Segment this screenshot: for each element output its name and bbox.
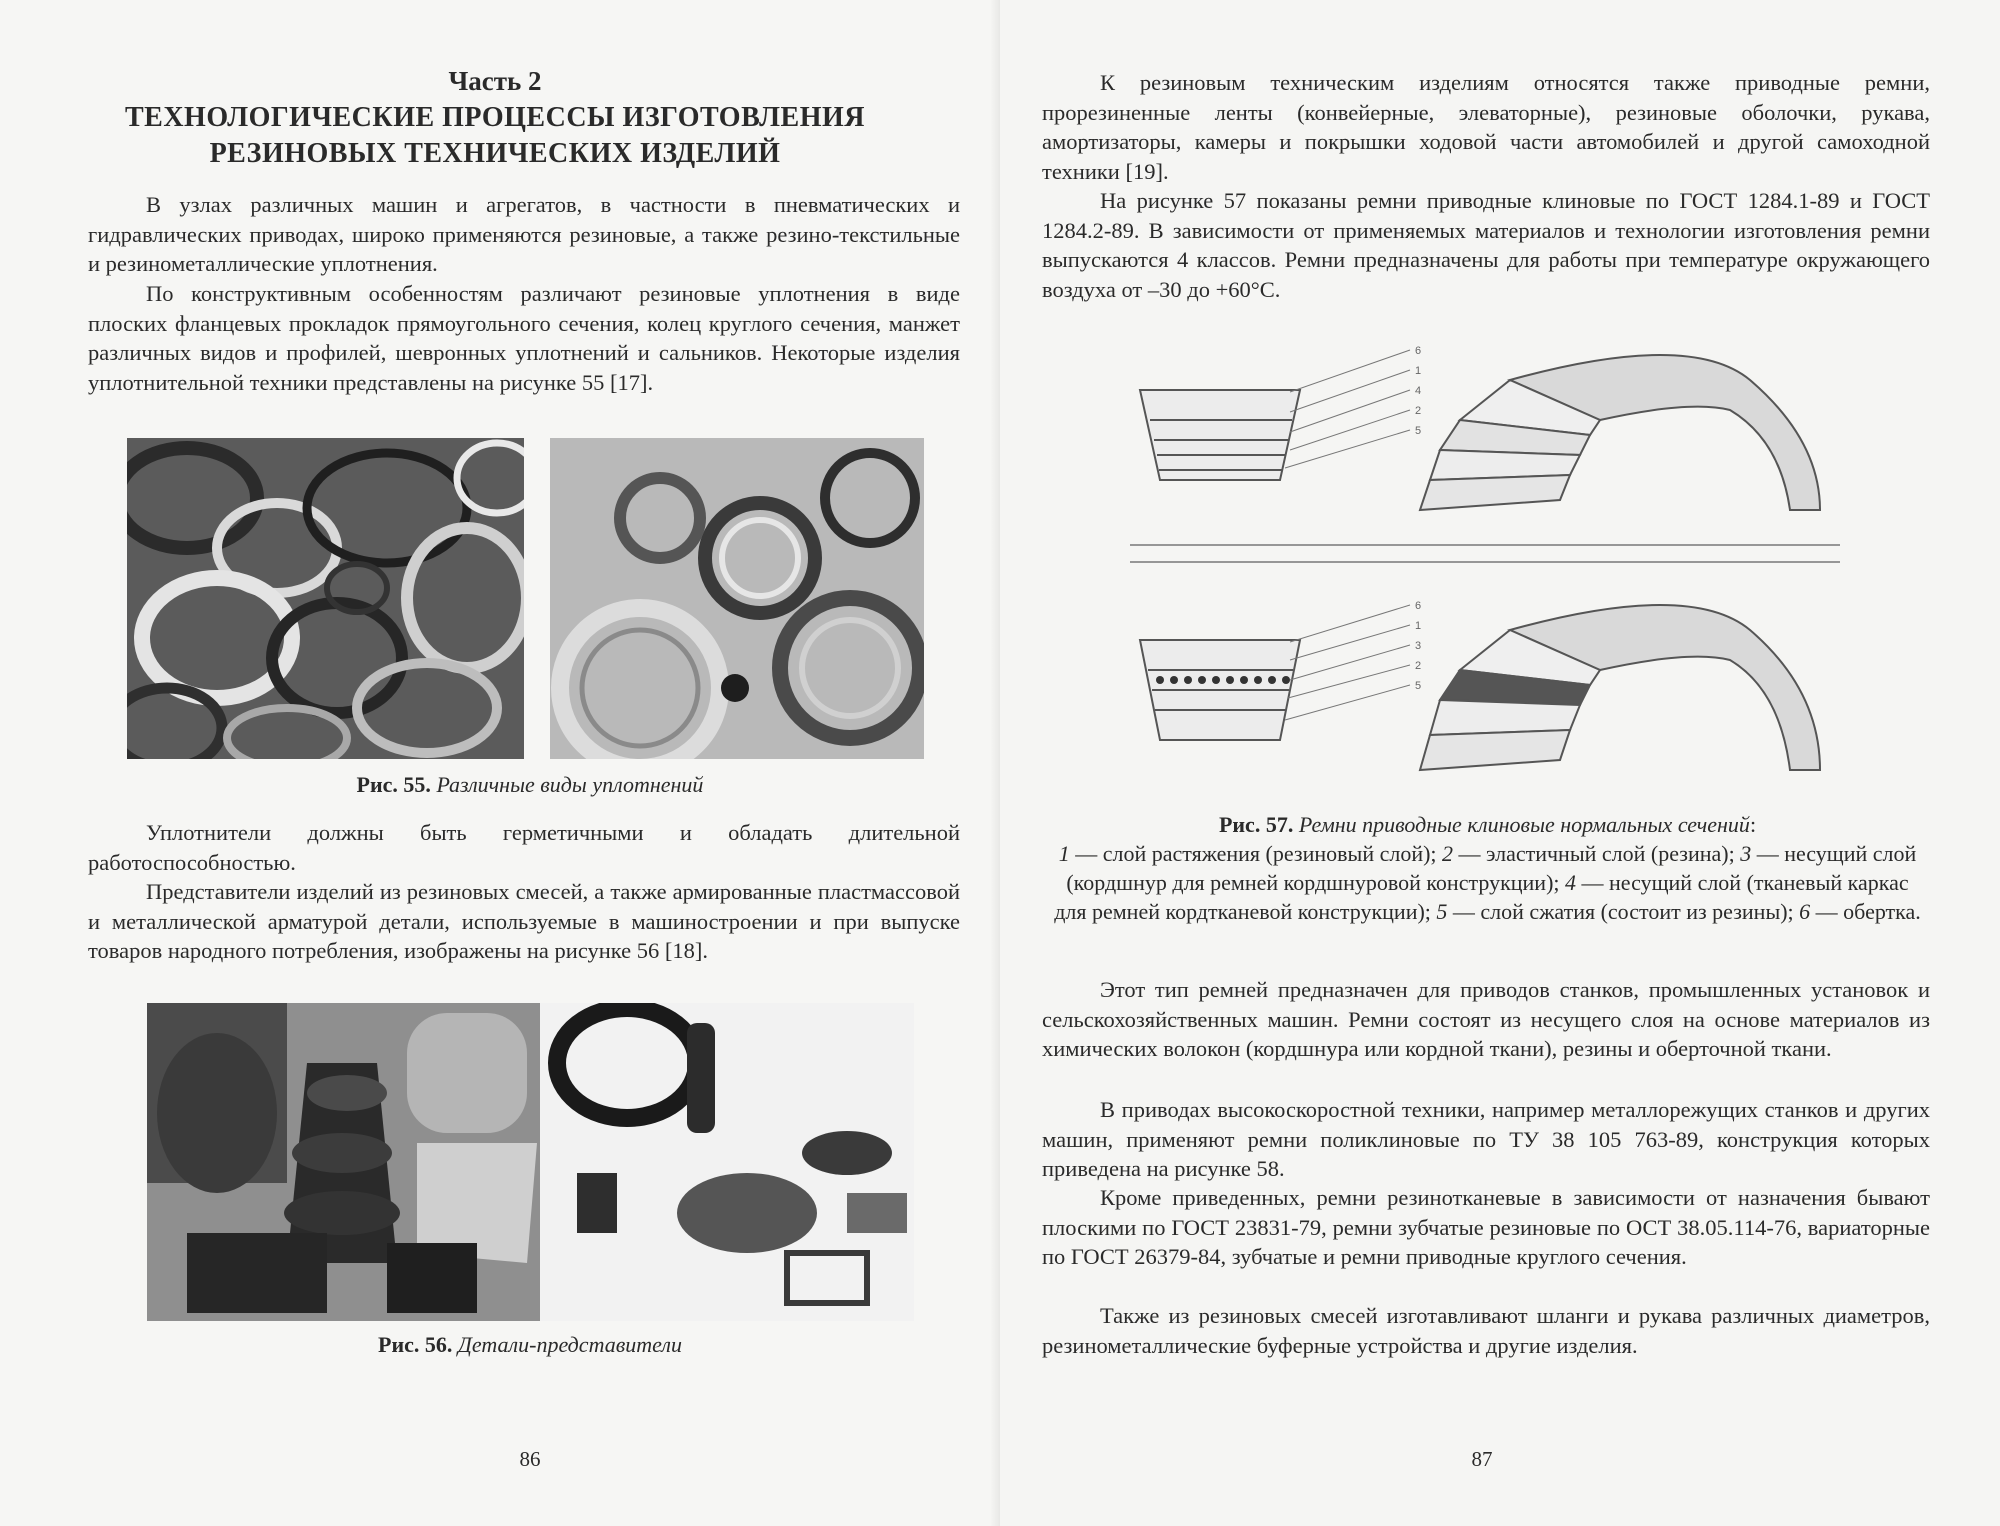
left-paragraph-4: Представители изделий из резиновых смесей, а также армированные пластмассовой и металлической арматурой детали, используемые в машиностроении и при выпуске товаров народного потребления, изображены на рисунке 56 [18]. [88,879,960,963]
leader-lines-bottom [1285,605,1410,720]
right-paragraph-4: В приводах высокоскоростной техники, например металлорежущих станков и других машин, применяют ремни поликлиновые по ТУ 38 105 763-89, конструкция которых приведена на рисунке 58. [1042,1097,1930,1181]
fig56-photo-parts [147,1003,914,1321]
fig55-caption-text: Различные виды уплотнений [436,772,704,797]
belt-section-bottom [1140,640,1300,740]
legend-3-text: — несущий слой (кордшнур для ремней кордшнуровой конструкции); [1066,841,1917,895]
belt-perspective-top [1420,355,1820,510]
legend-4-text: — несущий слой (тканевый каркас для ремней кордтканевой конструкции); [1054,870,1909,924]
fig55-caption-label: Рис. 55. [356,772,431,797]
right-paragraph-3: Этот тип ремней предназначен для приводов станков, промышленных установок и сельскохозяйственных машин. Ремни состоят из несущего слоя на основе материалов из химических волокон (кордшнура или кордной ткани), резины и оберточной ткани. [1042,977,1930,1061]
right-page [1000,0,2000,1526]
bottom-label-2: 2 [1415,660,1422,672]
bottom-label-1: 1 [1415,620,1422,632]
belt-section-top [1140,390,1300,480]
legend-3-num: 3 [1740,841,1752,866]
top-label-2: 2 [1415,405,1422,417]
left-paragraph-1: В узлах различных машин и агрегатов, в частности в пневматических и гидравлических приводах, широко применяются резиновые, а также резино-текстильные и резинометаллические уплотнения. [88,192,960,276]
legend-1-num: 1 [1058,841,1070,866]
right-paragraph-6: Также из резиновых смесей изготавливают шланги и рукава различных диаметров, резинометаллические буферные устройства и другие изделия. [1042,1303,1930,1358]
right-paragraph-5: Кроме приведенных, ремни резинотканевые в зависимости от назначения бывают плоскими по ГОСТ 23831-79, ремни зубчатые резиновые по ОСТ 38.05.114-76, вариаторные по ГОСТ 26379-84, зубчатые и ремни приводные круглого сечения. [1042,1185,1930,1269]
fig55-photo-rings [127,438,524,759]
part-label: Часть 2 [448,66,542,96]
page-number-left: 86 [519,1447,541,1471]
legend-5-num: 5 [1436,899,1448,924]
leader-lines-top [1285,350,1410,468]
legend-5-text: — слой сжатия (состоит из резины); [1452,899,1794,924]
legend-6-num: 6 [1799,899,1811,924]
fig56-caption-text: Детали-представители [457,1332,682,1357]
legend-6-text: — обертка. [1815,899,1921,924]
fig57-caption-title-line: Рис. 57. Ремни приводные клиновые нормальных сечений: [1218,812,1757,837]
legend-4-num: 4 [1565,870,1577,895]
left-paragraph-2: По конструктивным особенностям различают резиновые уплотнения в виде плоских фланцевых прокладок прямоугольного сечения, колец круглого сечения, манжет различных видов и профилей, шевронных уплотнений и сальников. Некоторые изделия уплотнительной техники представлены на рисунке 55 [17]. [88,281,960,395]
top-label-1: 1 [1415,365,1422,377]
fig57-legend [1040,839,1935,926]
belt-perspective-bottom [1420,605,1820,770]
legend-2-text: — эластичный слой (резина); [1458,841,1735,866]
fig56-caption [100,1330,960,1359]
fig55-photo-seals [550,438,924,759]
right-paragraph-1: К резиновым техническим изделиям относятся также приводные ремни, прорезиненные ленты (конвейерные, элеваторные), резиновые оболочки, рукава, амортизаторы, камеры и покрышки ходовой части автомобилей и другой самоходной техники [19]. [1042,70,1930,184]
bottom-label-3: 3 [1415,640,1422,652]
part-title-line1: ТЕХНОЛОГИЧЕСКИЕ ПРОЦЕССЫ ИЗГОТОВЛЕНИЯ [124,102,866,133]
top-label-5: 5 [1415,425,1422,437]
part-title-line2: РЕЗИНОВЫХ ТЕХНИЧЕСКИХ ИЗДЕЛИЙ [209,138,781,169]
fig56-caption-label: Рис. 56. [378,1332,453,1357]
part-heading [100,62,890,172]
legend-1-text: — слой растяжения (резиновый слой); [1075,841,1437,866]
fig55-caption [100,770,960,799]
legend-2-num: 2 [1442,841,1454,866]
bottom-label-5: 5 [1415,680,1422,692]
top-label-4: 4 [1415,385,1422,397]
page-number-right: 87 [1471,1447,1493,1471]
fig57-caption [1040,810,1935,926]
bottom-label-6: 6 [1415,600,1422,612]
fig57-caption-title: Ремни приводные клиновые нормальных сечений [1298,812,1750,837]
top-label-6: 6 [1415,345,1422,357]
fig57-caption-label: Рис. 57. [1218,812,1294,837]
left-paragraph-3: Уплотнители должны быть герметичными и обладать длительной работоспособностью. [88,820,960,875]
fig57-diagram [1130,340,1840,800]
right-paragraph-2: На рисунке 57 показаны ремни приводные клиновые по ГОСТ 1284.1-89 и ГОСТ 1284.2-89. В зависимости от применяемых материалов и технологии изготовления ремни выпускаются 4 классов. Ремни предназначены для работы при температуре окружающего воздуха от –30 до +60°С. [1042,188,1930,302]
